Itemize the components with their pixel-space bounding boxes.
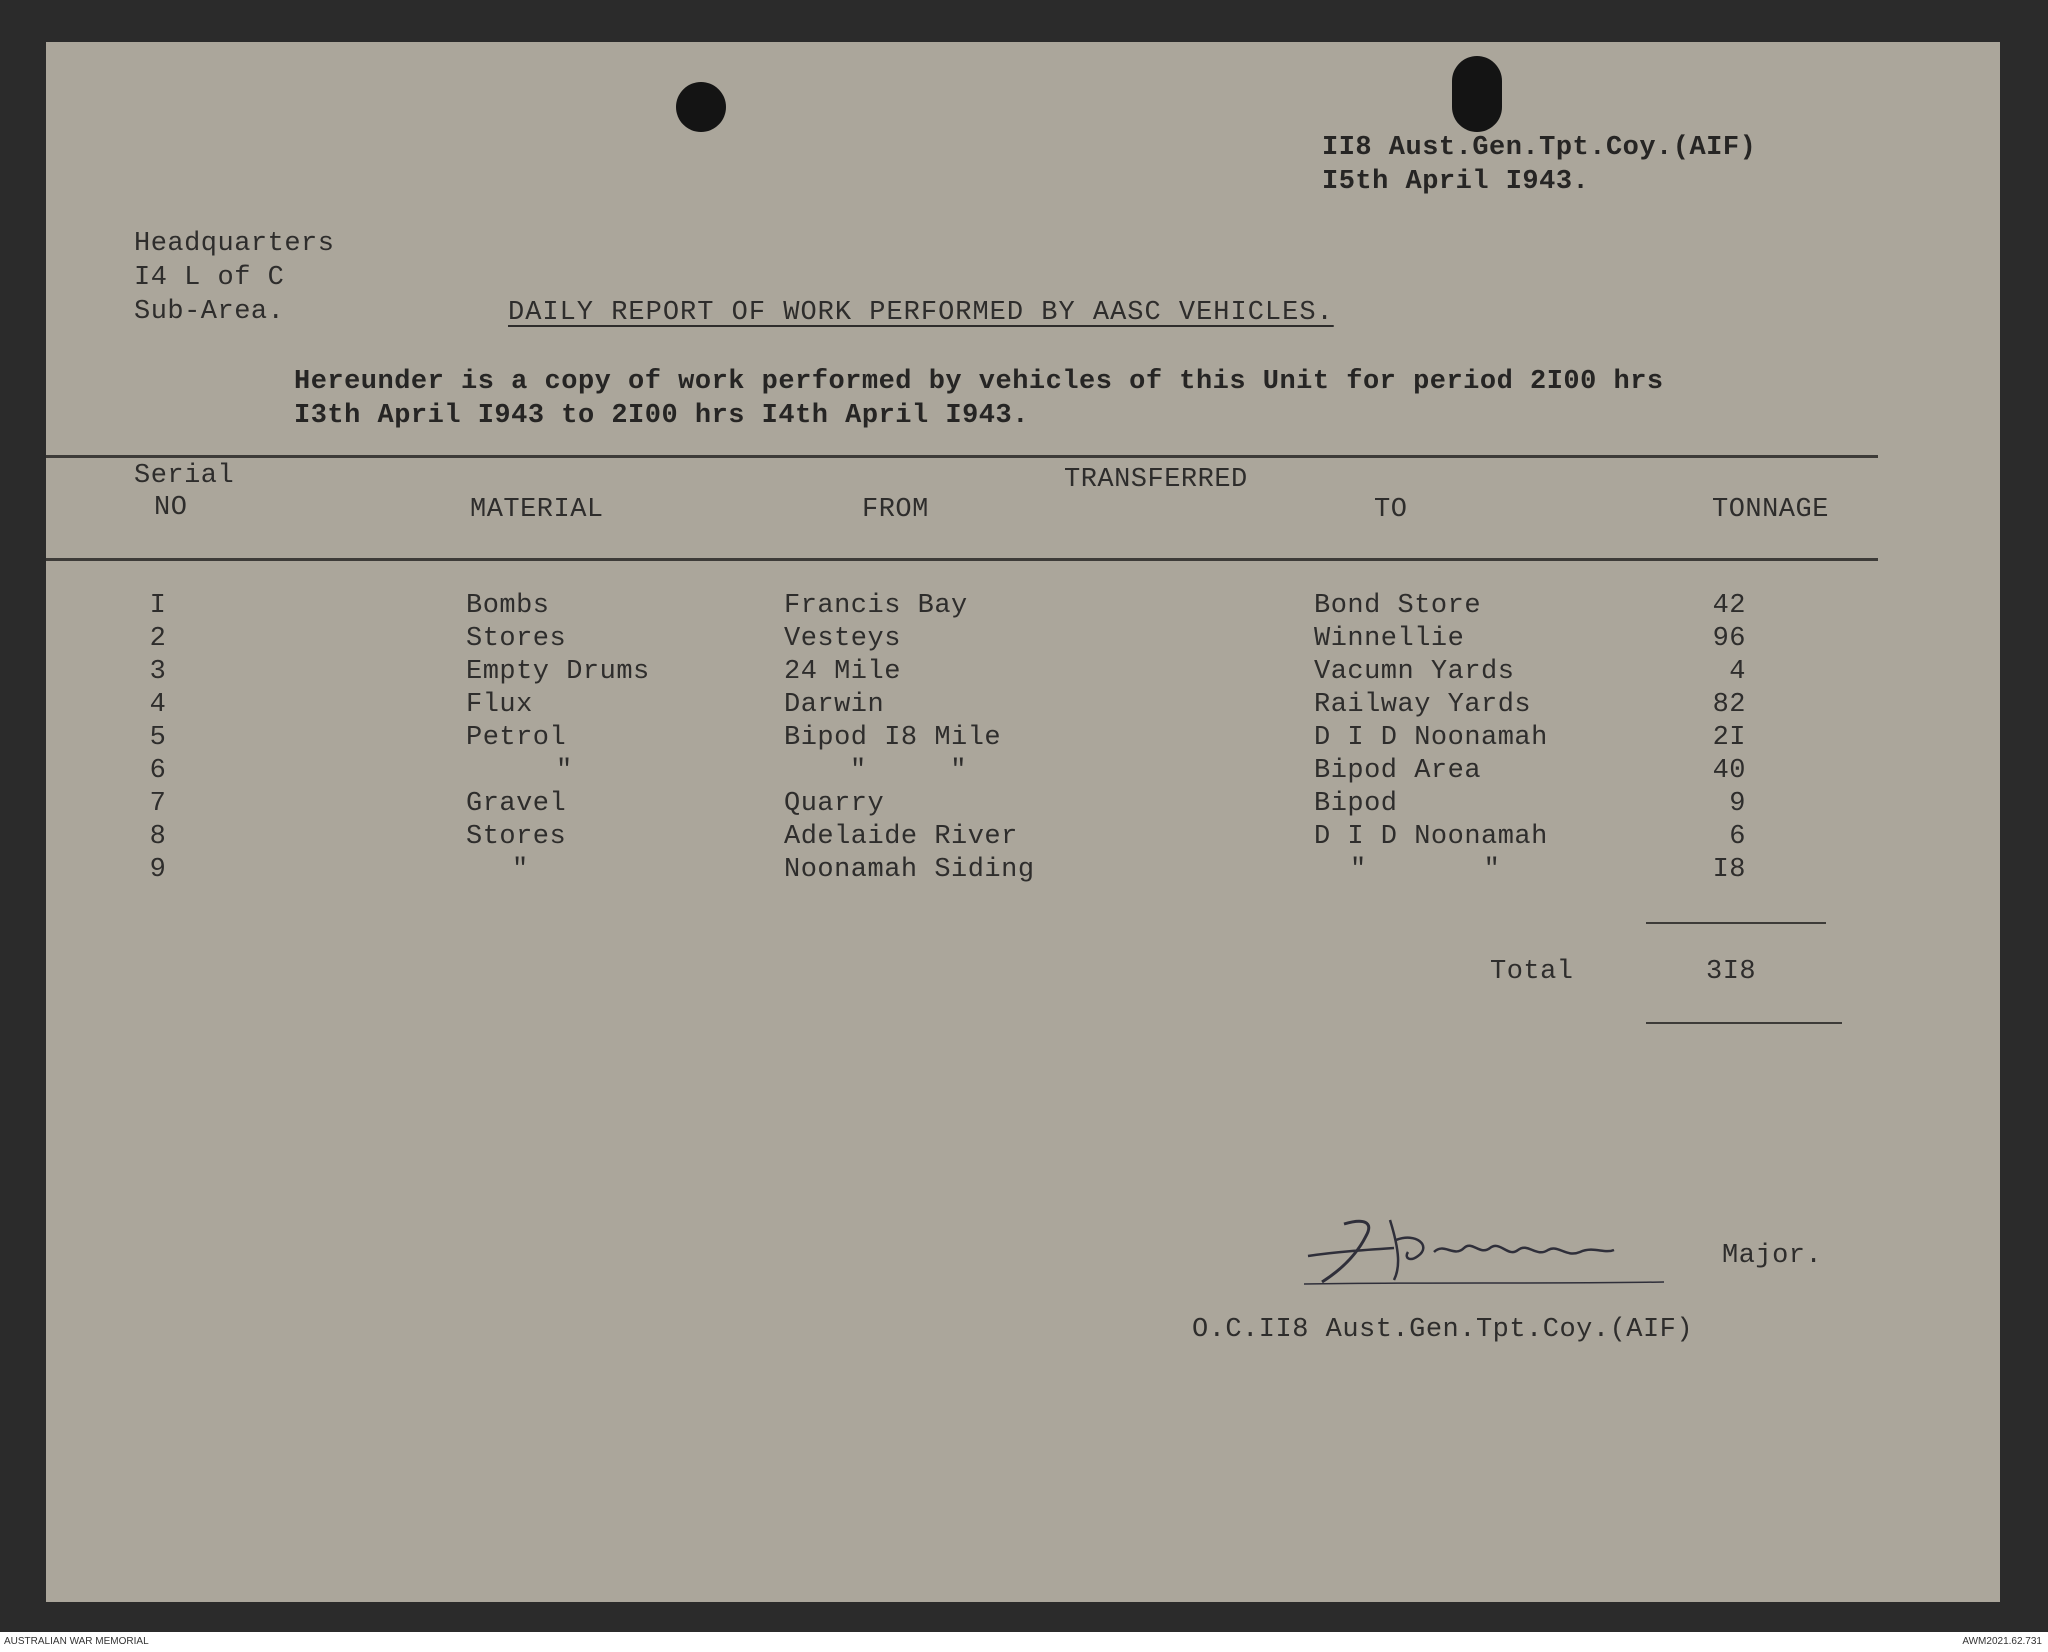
unit-header-line1: II8 Aust.Gen.Tpt.Coy.(AIF) — [1322, 133, 1757, 163]
table-row — [46, 788, 2000, 821]
table-row — [46, 590, 2000, 623]
row-to: Vacumn Yards — [1314, 657, 1515, 687]
row-tonnage: 96 — [1712, 624, 1746, 654]
row-from: Francis Bay — [784, 591, 968, 621]
row-material: Flux — [466, 690, 533, 720]
table-row — [46, 722, 2000, 755]
table-row — [46, 755, 2000, 788]
row-from: " " — [850, 756, 967, 786]
subtotal-rule — [1646, 922, 1826, 924]
addressee-line1: Headquarters — [134, 229, 335, 259]
row-serial: I — [149, 591, 167, 621]
row-tonnage: 9 — [1729, 789, 1746, 819]
signature-image — [1304, 1212, 1704, 1292]
archive-reference: AWM2021.62.731 — [1962, 1636, 2042, 1647]
row-material: " — [556, 756, 573, 786]
archive-name: AUSTRALIAN WAR MEMORIAL — [4, 1636, 149, 1647]
addressee-line2: I4 L of C — [134, 263, 285, 293]
signature-block: O.C.II8 Aust.Gen.Tpt.Coy.(AIF) — [1192, 1315, 1694, 1345]
unit-header-date: I5th April I943. — [1322, 167, 1590, 197]
row-serial: 4 — [149, 690, 167, 720]
row-to: Bipod — [1314, 789, 1398, 819]
header-serial: Serial — [134, 461, 235, 491]
total-label: Total — [1490, 957, 1574, 987]
row-tonnage: I8 — [1712, 855, 1746, 885]
row-serial: 8 — [149, 822, 167, 852]
row-tonnage: 82 — [1712, 690, 1746, 720]
row-to: D I D Noonamah — [1314, 822, 1548, 852]
row-from: Bipod I8 Mile — [784, 723, 1002, 753]
total-value: 3I8 — [1706, 957, 1757, 987]
row-serial: 9 — [149, 855, 167, 885]
row-serial: 7 — [149, 789, 167, 819]
report-title: DAILY REPORT OF WORK PERFORMED BY AASC VEHICLES. — [508, 298, 1334, 328]
table-row — [46, 656, 2000, 689]
punch-hole-left — [676, 82, 726, 132]
row-tonnage: 42 — [1712, 591, 1746, 621]
row-from: Adelaide River — [784, 822, 1018, 852]
row-serial: 2 — [149, 624, 167, 654]
row-tonnage: 2I — [1712, 723, 1746, 753]
signatory-rank: Major. — [1722, 1241, 1823, 1271]
row-material: Gravel — [466, 789, 567, 819]
document-page — [46, 42, 2000, 1602]
row-material: Petrol — [466, 723, 567, 753]
row-serial: 5 — [149, 723, 167, 753]
row-from: Noonamah Siding — [784, 855, 1035, 885]
row-tonnage: 40 — [1712, 756, 1746, 786]
table-row — [46, 854, 2000, 887]
row-from: 24 Mile — [784, 657, 901, 687]
header-to: TO — [1374, 495, 1408, 525]
row-tonnage: 6 — [1729, 822, 1746, 852]
row-material: " — [512, 855, 529, 885]
table-top-rule — [46, 455, 1878, 458]
row-to: Bond Store — [1314, 591, 1482, 621]
intro-line2: I3th April I943 to 2I00 hrs I4th April I943. — [294, 401, 1029, 431]
row-to: Winnellie — [1314, 624, 1465, 654]
intro-line1: Hereunder is a copy of work performed by vehicles of this Unit for period 2I00 hrs — [294, 367, 1664, 397]
header-from: FROM — [862, 495, 929, 525]
total-rule — [1646, 1022, 1842, 1024]
row-from: Quarry — [784, 789, 885, 819]
row-tonnage: 4 — [1729, 657, 1746, 687]
header-no: NO — [154, 493, 188, 523]
table-header-rule — [46, 558, 1878, 561]
table-row — [46, 623, 2000, 656]
row-from: Vesteys — [784, 624, 901, 654]
row-material: Stores — [466, 822, 567, 852]
row-to: D I D Noonamah — [1314, 723, 1548, 753]
row-material: Bombs — [466, 591, 550, 621]
header-transferred: TRANSFERRED — [1064, 465, 1248, 495]
row-material: Empty Drums — [466, 657, 650, 687]
row-from: Darwin — [784, 690, 885, 720]
row-to: Railway Yards — [1314, 690, 1532, 720]
header-material: MATERIAL — [470, 495, 604, 525]
addressee-line3: Sub-Area. — [134, 297, 285, 327]
row-material: Stores — [466, 624, 567, 654]
table-row — [46, 821, 2000, 854]
table-row — [46, 689, 2000, 722]
row-to: Bipod Area — [1314, 756, 1482, 786]
punch-hole-right — [1452, 56, 1502, 132]
row-serial: 3 — [149, 657, 167, 687]
header-tonnage: TONNAGE — [1712, 495, 1829, 525]
row-to: " " — [1350, 855, 1501, 885]
archive-footer — [0, 1632, 2048, 1652]
row-serial: 6 — [149, 756, 167, 786]
